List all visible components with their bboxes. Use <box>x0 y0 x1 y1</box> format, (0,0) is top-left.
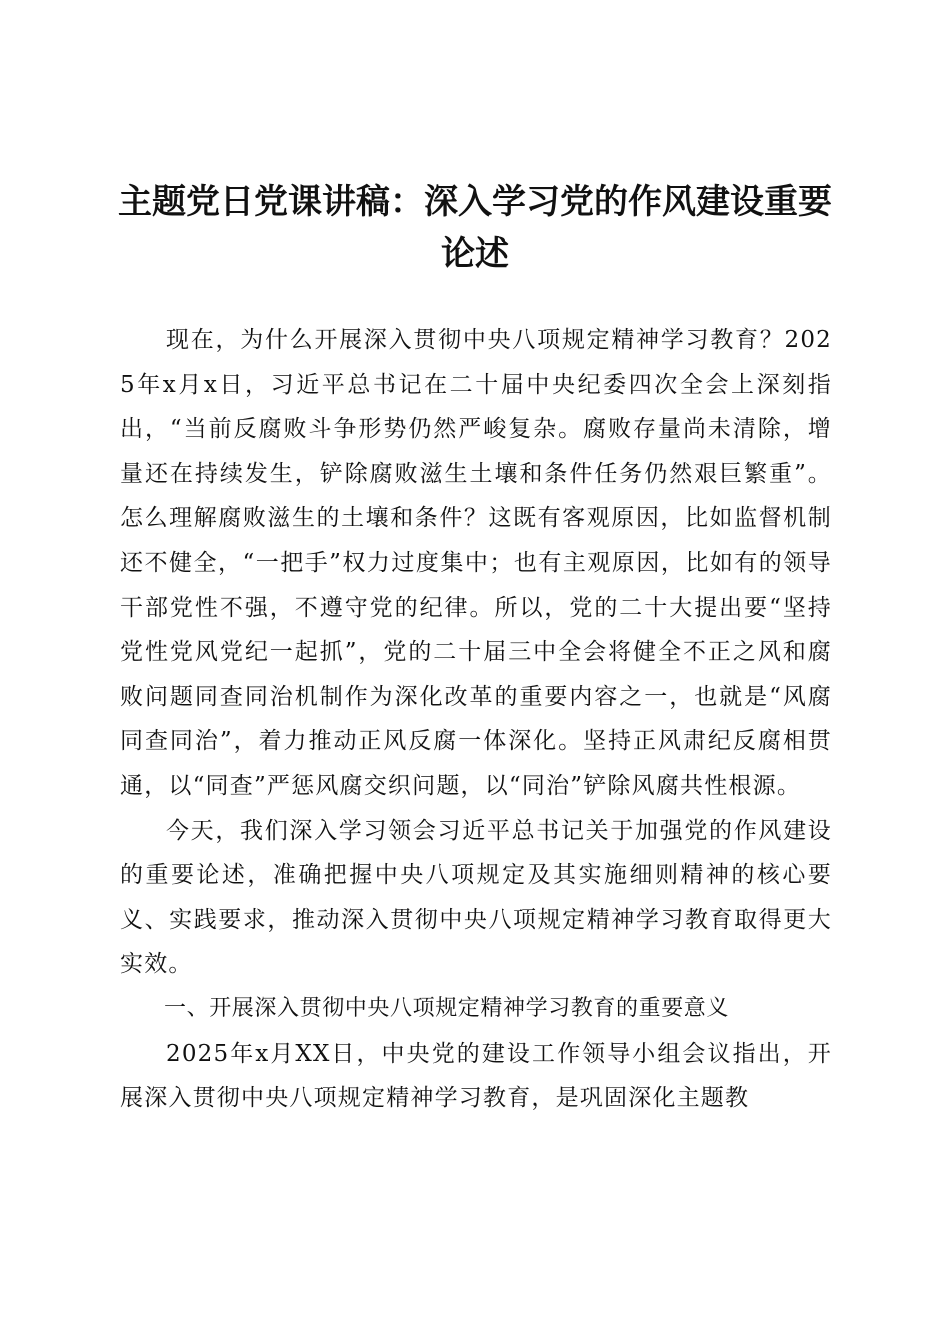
document-body <box>120 318 832 1121</box>
document-title: 主题党日党课讲稿：深入学习党的作风建设重要论述 <box>118 182 832 274</box>
paragraph-intro: 现在，为什么开展深入贯彻中央八项规定精神学习教育？2025年x月x日，习近平总书记在二十届中央纪委四次全会上深刻指出，“当前反腐败斗争形势仍然严峻复杂。腐败存量尚未清除，增量还在持续发生，铲除腐败滋生土壤和条件任务仍然艰巨繁重”。怎么理解腐败滋生的土壤和条件？这既有客观原因，比如监督机制还不健全，“一把手”权力过度集中；也有主观原因，比如有的领导干部党性不强，不遵守党的纪律。所以，党的二十大提出要“坚持党性党风党纪一起抓”，党的二十届三中全会将健全不正之风和腐败问题同查同治机制作为深化改革的重要内容之一，也就是“风腐同查同治”，着力推动正风反腐一体深化。坚持正风肃纪反腐相贯通，以“同查”严惩风腐交织问题，以“同治”铲除风腐共性根源。 <box>120 327 832 799</box>
paragraph-section-one: 2025年x月XX日，中央党的建设工作领导小组会议指出，开展深入贯彻中央八项规定精神学习教育，是巩固深化主题教 <box>120 1040 832 1112</box>
section-heading: 一、开展深入贯彻中央八项规定精神学习教育的重要意义 <box>164 995 730 1021</box>
paragraph-today: 今天，我们深入学习领会习近平总书记关于加强党的作风建设的重要论述，准确把握中央八项规定及其实施细则精神的核心要义、实践要求，推动深入贯彻中央八项规定精神学习教育取得更大实效。 <box>120 817 832 978</box>
